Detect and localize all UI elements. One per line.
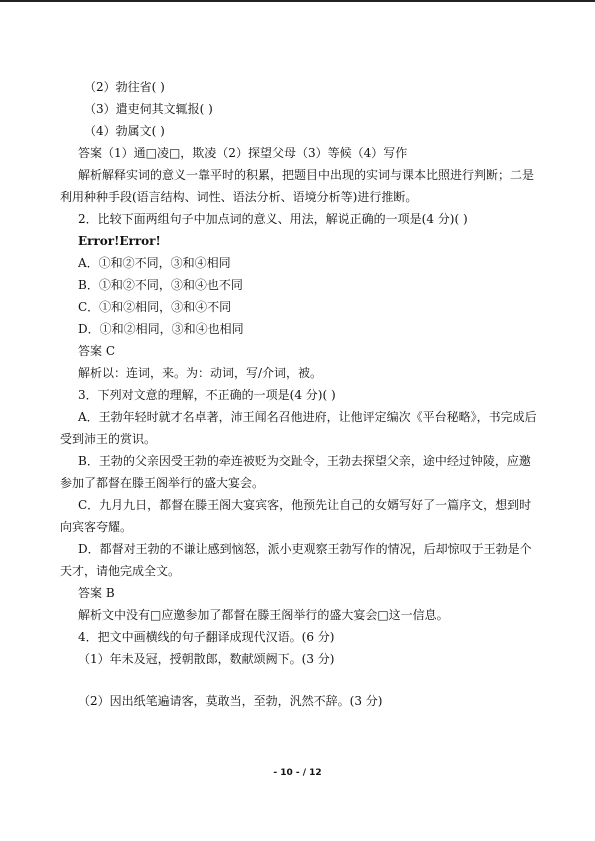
top-rule (0, 0, 595, 2)
question-4-item-2: （2）因出纸笔遍请客，莫敢当，至勃，汎然不辞。(3 分) (78, 694, 383, 708)
question-2-option-a: A．①和②不同，③和④相同 (78, 256, 231, 270)
question-3-option-b-line-2: 参加了都督在滕王阁举行的盛大宴会。 (60, 476, 265, 490)
question-2-option-c: C．①和②相同，③和④不同 (78, 300, 232, 314)
question-1-item-3: （3）遣吏伺其文辄报( ) (84, 102, 213, 116)
question-3-answer: 答案 B (78, 586, 115, 600)
question-4-stem: 4．把文中画横线的句子翻译成现代汉语。(6 分) (78, 630, 335, 644)
answer-space-1 (78, 670, 538, 690)
question-3-option-c-line-2: 向宾客夸耀。 (60, 520, 133, 534)
question-3-option-d-line-2: 天才，请他完成全文。 (60, 564, 181, 578)
page-number: - 10 - / 12 (273, 768, 322, 778)
question-2-option-d: D．①和②相同，③和④也相同 (78, 322, 244, 336)
question-1-analysis-line-2: 利用种种手段(语言结构、词性、语法分析、语境分析等)进行推断。 (60, 190, 418, 204)
question-3-stem: 3．下列对文意的理解，不正确的一项是(4 分)( ) (78, 388, 336, 402)
question-3-option-a-line-1: A．王勃年轻时就才名卓著，沛王闻名召他进府，让他评定编次《平台秘略》，书完成后 (78, 410, 537, 424)
question-2-answer: 答案 C (78, 344, 115, 358)
question-3-option-b-line-1: B．王勃的父亲因受王勃的牵连被贬为交趾令，王勃去探望父亲，途中经过钟陵，应邀 (78, 454, 531, 468)
question-3-option-a-line-2: 受到沛王的赏识。 (60, 432, 157, 446)
question-1-item-4: （4）勃属文( ) (84, 124, 165, 138)
question-2-option-b: B．①和②不同，③和④也不同 (78, 278, 243, 292)
question-1-answer: 答案（1）通□凌□，欺凌（2）探望父母（3）等候（4）写作 (78, 146, 408, 160)
document-body (60, 76, 538, 712)
question-3-option-d-line-1: D．都督对王勃的不谦让感到恼怒，派小吏观察王勃写作的情况，后却惊叹于王勃是个 (78, 542, 532, 556)
question-3-analysis: 解析文中没有□应邀参加了都督在滕王阁举行的盛大宴会□这一信息。 (78, 608, 449, 622)
question-2-error-text: Error!Error! (78, 234, 161, 248)
question-2-analysis: 解析以：连词，来。为：动词，写/介词，被。 (78, 366, 323, 380)
question-3-option-c-line-1: C．九月九日，都督在滕王阁大宴宾客，他预先让自己的女婿写好了一篇序文，想到时 (78, 498, 532, 512)
question-1-item-2: （2）勃往省( ) (84, 80, 165, 94)
question-1-analysis-line-1: 解析解释实词的意义一靠平时的积累，把题目中出现的实词与课本比照进行判断；二是 (78, 168, 535, 182)
question-4-item-1: （1）年未及冠，授朝散郎，数献颂阙下。(3 分) (78, 652, 335, 666)
question-2-stem: 2．比较下面两组句子中加点词的意义、用法，解说正确的一项是(4 分)( ) (78, 212, 468, 226)
